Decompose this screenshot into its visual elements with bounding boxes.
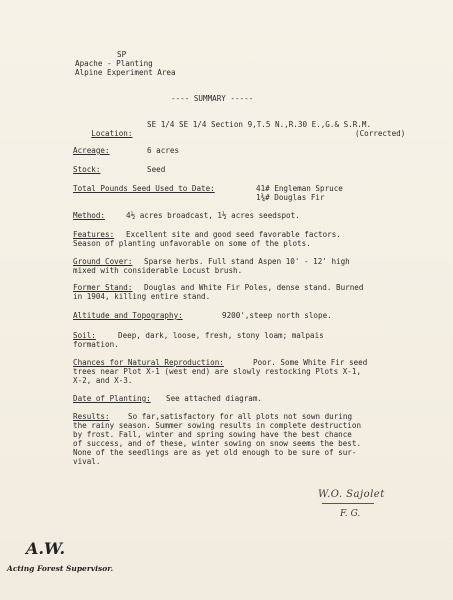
results-cont-2: by frost. Fall, winter and spring sowing have the best chance <box>73 430 352 439</box>
soil-label: Soil: <box>73 331 96 340</box>
location-label-row <box>73 120 132 147</box>
signature-initials: F. G. <box>340 509 361 519</box>
location-label: Location: <box>91 129 133 138</box>
results-cont-4: None of the seedlings are as yet old enough to be sure of sur- <box>73 448 357 457</box>
document-header <box>75 50 176 77</box>
signature-underline <box>322 503 374 504</box>
reproduction-cont-1: trees near Plot X-1 (west end) are slowly restocking Plots X-1, <box>73 367 362 376</box>
acreage-value: 6 acres <box>147 146 180 155</box>
stock-label: Stock: <box>73 165 101 174</box>
features-value: Excellent site and good seed favorable factors. <box>126 230 341 239</box>
former-stand-label: Former Stand: <box>73 283 133 292</box>
stock-value: Seed <box>147 165 166 174</box>
soil-value: Deep, dark, loose, fresh, stony loam; malpais <box>118 331 324 340</box>
results-cont-3: of success, and of these, winter sowing on snow seems the best. <box>73 439 362 448</box>
pounds-value-1: 41# Engleman Spruce <box>256 184 343 193</box>
location-note: (Corrected) <box>355 129 406 138</box>
altitude-value: 9200',steep north slope. <box>222 311 332 320</box>
results-value: So far,satisfactory for all plots not sown during <box>128 412 353 421</box>
reproduction-label: Chances for Natural Reproduction: <box>73 358 224 367</box>
ground-cover-label: Ground Cover: <box>73 257 133 266</box>
summary-heading: ---- SUMMARY ----- <box>171 94 254 103</box>
results-cont-1: the rainy season. Summer sowing results in complete destruction <box>73 421 362 430</box>
results-label: Results: <box>73 412 110 421</box>
header-line-2: Alpine Experiment Area <box>75 68 176 77</box>
reproduction-value: Poor. Some White Fir seed <box>253 358 368 367</box>
acreage-label: Acreage: <box>73 146 110 155</box>
features-label: Features: <box>73 230 115 239</box>
file-code: SP <box>117 50 127 59</box>
signature: W.O. Sajolet <box>318 489 385 500</box>
reproduction-cont-2: X-2, and X-3. <box>73 376 133 385</box>
pounds-label: Total Pounds Seed Used to Date: <box>73 184 215 193</box>
method-label: Method: <box>73 211 106 220</box>
ground-cover-cont: mixed with considerable Locust brush. <box>73 266 243 275</box>
supervisor-initials: A.W. <box>26 539 66 558</box>
location-value: SE 1/4 SE 1/4 Section 9,T.5 N.,R.30 E.,G.& S.R.M. <box>147 120 372 129</box>
features-cont: Season of planting unfavorable on some of the plots. <box>73 239 311 248</box>
method-value: 4½ acres broadcast, 1½ acres seedspot. <box>126 211 300 220</box>
former-stand-cont: in 1904, killing entire stand. <box>73 292 211 301</box>
supervisor-title: Acting Forest Supervisor. <box>7 564 114 573</box>
ground-cover-value: Sparse herbs. Full stand Aspen 10' - 12' high <box>144 257 350 266</box>
header-line-1: Apache - Planting <box>75 59 153 68</box>
altitude-label: Altitude and Topography: <box>73 311 183 320</box>
date-planting-label: Date of Planting: <box>73 394 151 403</box>
pounds-value-2: 1¾# Douglas Fir <box>256 193 325 202</box>
soil-cont: formation. <box>73 340 119 349</box>
results-cont-5: vival. <box>73 457 101 466</box>
former-stand-value: Douglas and White Fir Poles, dense stand. Burned <box>144 283 364 292</box>
date-planting-value: See attached diagram. <box>166 394 263 403</box>
